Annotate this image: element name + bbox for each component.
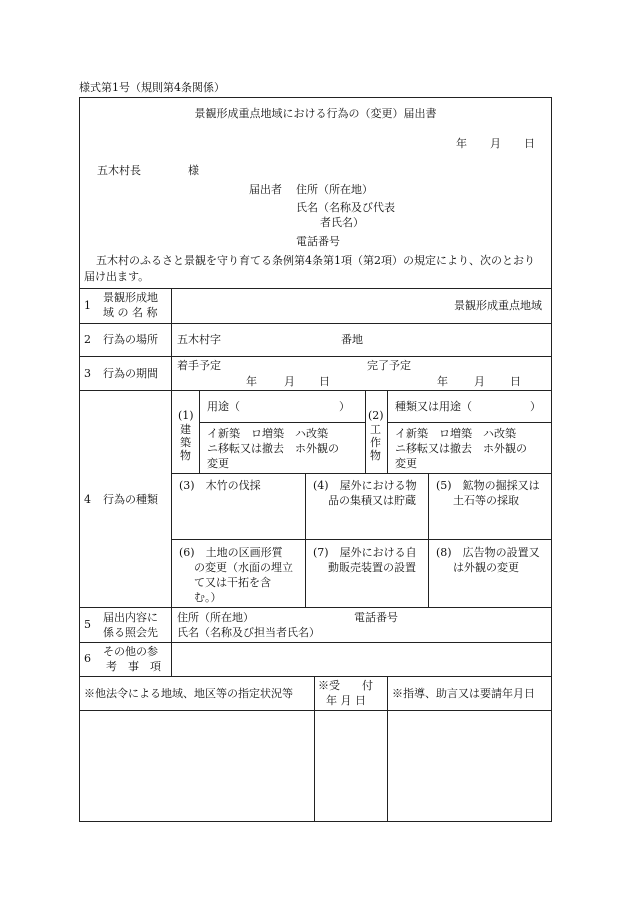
row3-start-day: 日 [319,375,330,388]
structure-option-line2: ニ移転又は撤去 ホ外観の [395,442,527,455]
building-number: (1) [178,409,194,422]
intro-text-line1: 五木村のふるさと景観を守り育てる条例第4条第1項（第2項）の規定により、次のとおり [96,254,535,267]
form-title: 景観形成重点地域における行為の（変更）届出書 [194,107,437,120]
row3-end-year: 年 [437,375,448,388]
row3-start-label: 着手予定 [177,359,221,372]
type-6-line4: む。） [194,591,222,604]
footer-designation-status: ※他法令による地域、地区等の指定状況等 [84,687,293,700]
row1-label-line1: 景観形成地 [103,291,158,304]
building-char-1: 建 [180,423,191,436]
applicant-address: 住所（所在地） [296,183,373,196]
footer-reception: ※受 付 [318,679,373,692]
row1-label-line2: 域 の 名 称 [103,306,158,319]
applicant-phone: 電話番号 [296,235,340,248]
row2-label: 行為の場所 [103,333,158,346]
row1-number: 1 [84,299,91,312]
type-5-line2: 土石等の採取 [453,494,519,507]
row6-number: 6 [84,652,91,665]
structure-use-label: 種類又は用途（ [395,400,472,413]
applicant-label: 届出者 [249,183,282,196]
date-year: 年 [456,137,467,150]
building-option-line2: ニ移転又は撤去 ホ外観の [207,442,339,455]
row3-number: 3 [84,367,91,380]
row5-phone: 電話番号 [354,611,398,624]
type-8-line1: (8) 広告物の設置又 [436,546,540,559]
form-number: 様式第1号（規則第4条関係） [79,81,225,94]
structure-char-1: 工 [370,423,381,436]
building-char-2: 築 [180,436,191,449]
row3-label: 行為の期間 [103,367,158,380]
building-option-line3: 変更 [207,457,229,470]
type-7-line1: (7) 屋外における自 [313,546,417,559]
building-option-line1: イ新築 ロ増築 ハ改築 [207,427,328,440]
structure-char-3: 物 [370,449,381,462]
row6-label-line1: その他の参 [103,645,158,658]
footer-guidance-date: ※指導、助言又は要請年月日 [392,687,535,700]
applicant-name-line2: 者氏名） [320,216,364,229]
building-char-3: 物 [180,449,191,462]
row6-label-line2: 考 事 項 [106,660,161,673]
row4-number: 4 [84,493,91,506]
addressee-honorific: 様 [188,164,199,177]
type-6-line3: て又は干拓を含 [194,576,271,589]
structure-number: (2) [368,409,384,422]
type-8-line2: は外観の変更 [453,561,519,574]
row3-start-year: 年 [246,375,257,388]
type-3-logging: (3) 木竹の伐採 [179,479,261,492]
building-use-close: ） [339,400,350,413]
building-use-label: 用途（ [207,400,240,413]
row5-number: 5 [84,618,91,631]
type-6-line1: (6) 土地の区画形質 [179,546,283,559]
type-7-line2: 動販売装置の設置 [328,561,416,574]
row3-end-month: 月 [474,375,485,388]
row2-village: 五木村字 [177,333,221,346]
footer-reception-date: 年 月 日 [326,694,366,707]
type-6-line2: の変更（水面の埋立 [194,561,293,574]
row3-start-month: 月 [284,375,295,388]
row3-end-day: 日 [510,375,521,388]
row5-address: 住所（所在地） [177,611,254,624]
structure-option-line1: イ新築 ロ増築 ハ改築 [395,427,516,440]
structure-char-2: 作 [370,436,381,449]
row1-value: 景観形成重点地域 [454,299,542,312]
intro-text-line2: 届け出ます。 [84,270,150,283]
row5-name: 氏名（名称及び担当者氏名） [177,626,320,639]
date-month: 月 [490,137,501,150]
type-4-line1: (4) 屋外における物 [313,479,417,492]
structure-use-close: ） [530,400,541,413]
row4-label: 行為の種類 [103,493,158,506]
structure-option-line3: 変更 [395,457,417,470]
applicant-name-line1: 氏名（名称及び代表 [296,201,395,214]
row3-end-label: 完了予定 [367,359,411,372]
type-5-line1: (5) 鉱物の掘採又は [436,479,540,492]
row5-label-line2: 係る照会先 [103,626,158,639]
row5-label-line1: 届出内容に [103,611,158,624]
row2-number: 2 [84,333,91,346]
row2-lot: 番地 [341,333,363,346]
type-4-line2: 品の集積又は貯蔵 [328,494,416,507]
date-day: 日 [524,137,535,150]
addressee-name: 五木村長 [97,164,141,177]
